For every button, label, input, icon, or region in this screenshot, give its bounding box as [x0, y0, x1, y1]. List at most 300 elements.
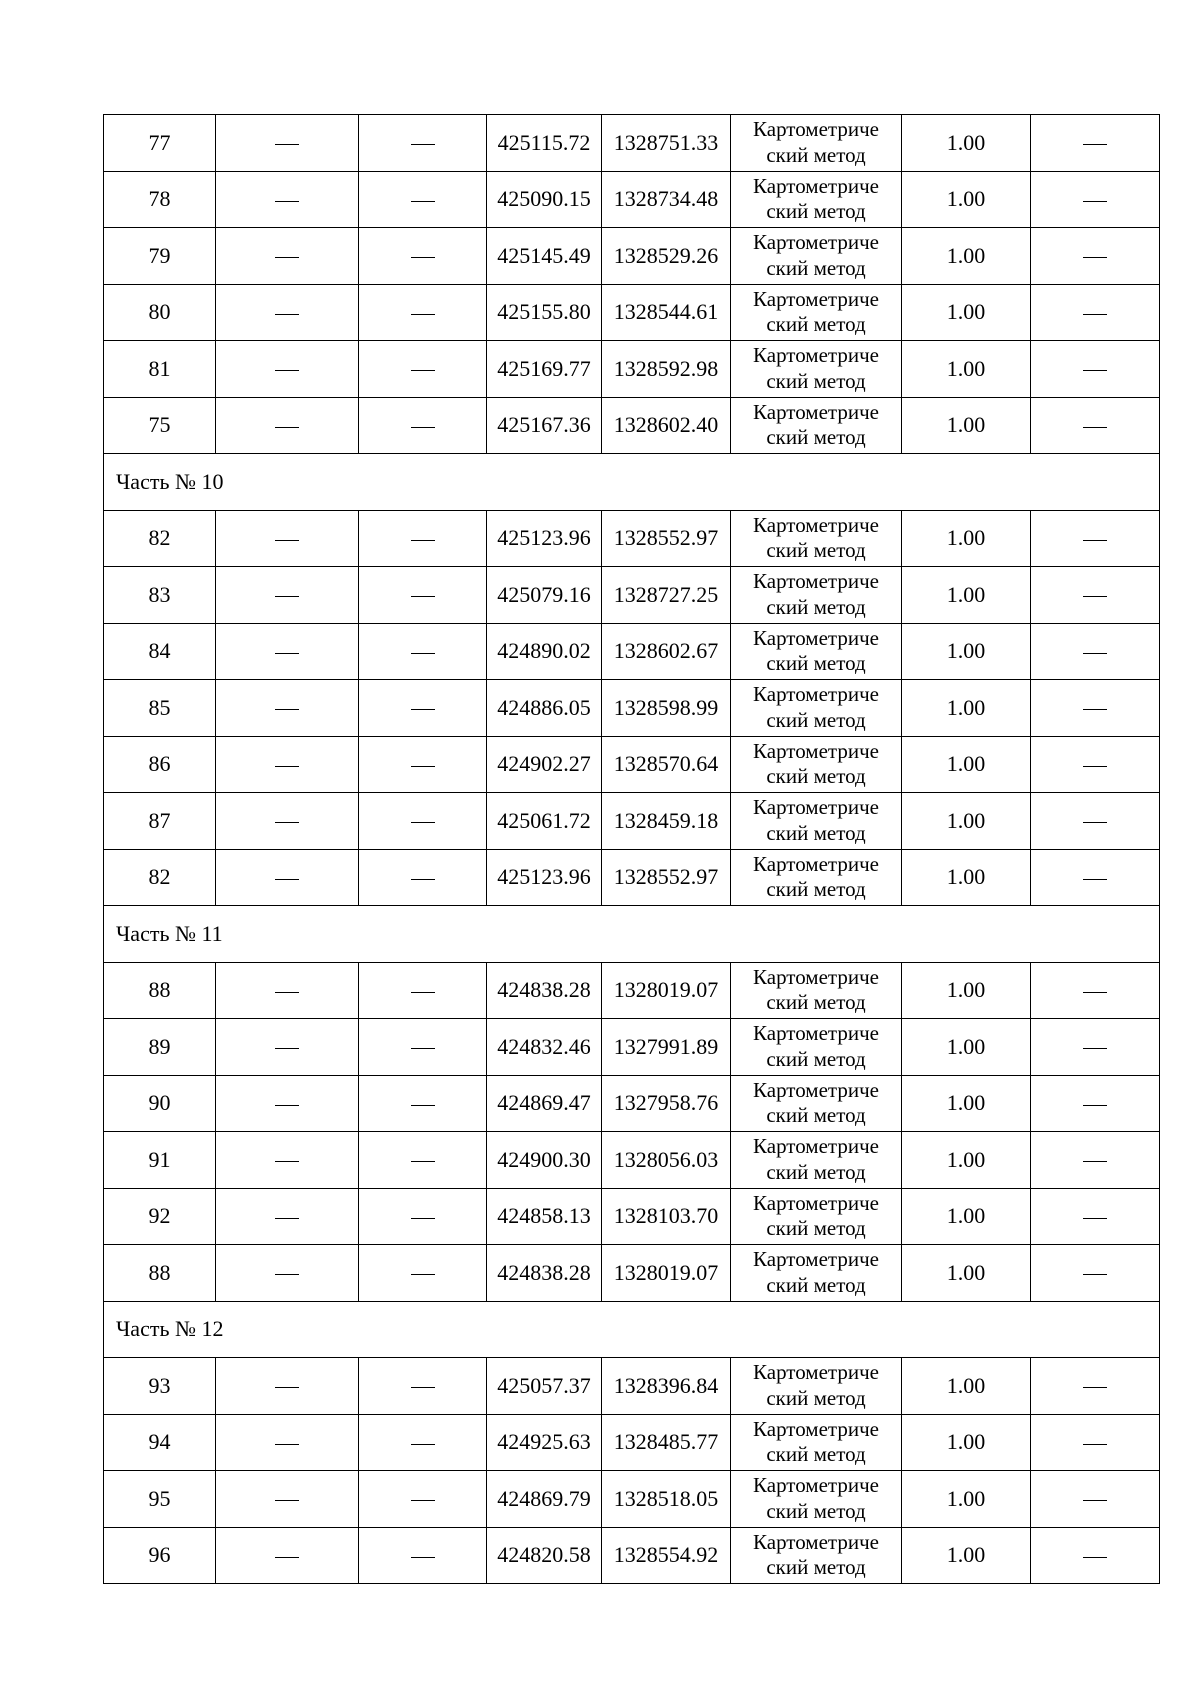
- description-cell: [1031, 1132, 1160, 1189]
- dash-icon: [275, 1105, 299, 1106]
- point-number-cell: 88: [104, 1245, 216, 1302]
- method-text-line2: ский метод: [766, 764, 866, 789]
- method-text-line2: ский метод: [766, 1442, 866, 1467]
- dash-icon: [275, 257, 299, 258]
- point-number-cell: 91: [104, 1132, 216, 1189]
- dash-icon: [411, 370, 435, 371]
- old-y-cell: [359, 284, 487, 341]
- method-text-line1: Картометриче: [753, 964, 879, 989]
- dash-icon: [1083, 1557, 1107, 1558]
- description-cell: [1031, 1358, 1160, 1415]
- old-x-cell: [216, 736, 359, 793]
- method-text-line2: ский метод: [766, 1046, 866, 1071]
- table-row: [104, 510, 1160, 567]
- section-title: Часть № 10: [104, 454, 1160, 511]
- dash-icon: [1083, 879, 1107, 880]
- table-row: [104, 1132, 1160, 1189]
- method-cell: [731, 962, 902, 1019]
- x-coordinate-cell: 425169.77: [487, 341, 602, 398]
- method-text-line2: ский метод: [766, 1216, 866, 1241]
- old-y-cell: [359, 510, 487, 567]
- dash-icon: [411, 257, 435, 258]
- x-coordinate-cell: 424858.13: [487, 1188, 602, 1245]
- method-text-line2: ский метод: [766, 594, 866, 619]
- y-coordinate-cell: 1328529.26: [602, 228, 731, 285]
- old-x-cell: [216, 1245, 359, 1302]
- method-text-line1: Картометриче: [753, 399, 879, 424]
- description-cell: [1031, 1075, 1160, 1132]
- table-row: [104, 736, 1160, 793]
- dash-icon: [275, 144, 299, 145]
- method-text-line1: Картометриче: [753, 1134, 879, 1159]
- accuracy-cell: 1.00: [902, 793, 1031, 850]
- dash-icon: [411, 653, 435, 654]
- method-cell: [731, 1245, 902, 1302]
- old-x-cell: [216, 1075, 359, 1132]
- dash-icon: [411, 1274, 435, 1275]
- old-x-cell: [216, 115, 359, 172]
- method-text-line1: Картометриче: [753, 1021, 879, 1046]
- point-number-cell: 80: [104, 284, 216, 341]
- accuracy-cell: 1.00: [902, 115, 1031, 172]
- method-text-line2: ский метод: [766, 1159, 866, 1184]
- dash-icon: [1083, 822, 1107, 823]
- accuracy-cell: 1.00: [902, 228, 1031, 285]
- method-text-line2: ский метод: [766, 1555, 866, 1580]
- accuracy-cell: 1.00: [902, 736, 1031, 793]
- method-cell: [731, 1075, 902, 1132]
- y-coordinate-cell: 1328019.07: [602, 962, 731, 1019]
- method-cell: [731, 510, 902, 567]
- dash-icon: [1083, 1105, 1107, 1106]
- description-cell: [1031, 736, 1160, 793]
- dash-icon: [275, 992, 299, 993]
- x-coordinate-cell: 424902.27: [487, 736, 602, 793]
- dash-icon: [275, 1161, 299, 1162]
- dash-icon: [275, 201, 299, 202]
- method-cell: [731, 1414, 902, 1471]
- point-number-cell: 89: [104, 1019, 216, 1076]
- section-row: [104, 1301, 1160, 1358]
- dash-icon: [1083, 1444, 1107, 1445]
- dash-icon: [1083, 1500, 1107, 1501]
- accuracy-cell: 1.00: [902, 962, 1031, 1019]
- method-cell: [731, 171, 902, 228]
- accuracy-cell: 1.00: [902, 510, 1031, 567]
- table-row: [104, 115, 1160, 172]
- dash-icon: [411, 427, 435, 428]
- method-text-line1: Картометриче: [753, 343, 879, 368]
- x-coordinate-cell: 425090.15: [487, 171, 602, 228]
- dash-icon: [275, 653, 299, 654]
- x-coordinate-cell: 424890.02: [487, 623, 602, 680]
- dash-icon: [1083, 314, 1107, 315]
- x-coordinate-cell: 425115.72: [487, 115, 602, 172]
- method-text-line1: Картометриче: [753, 569, 879, 594]
- table-row: [104, 1075, 1160, 1132]
- accuracy-cell: 1.00: [902, 567, 1031, 624]
- point-number-cell: 92: [104, 1188, 216, 1245]
- dash-icon: [275, 1048, 299, 1049]
- y-coordinate-cell: 1328734.48: [602, 171, 731, 228]
- point-number-cell: 85: [104, 680, 216, 737]
- y-coordinate-cell: 1328459.18: [602, 793, 731, 850]
- y-coordinate-cell: 1328552.97: [602, 849, 731, 906]
- old-y-cell: [359, 1414, 487, 1471]
- method-text-line1: Картометриче: [753, 1473, 879, 1498]
- y-coordinate-cell: 1328518.05: [602, 1471, 731, 1528]
- dash-icon: [1083, 596, 1107, 597]
- method-cell: [731, 228, 902, 285]
- dash-icon: [275, 766, 299, 767]
- x-coordinate-cell: 425123.96: [487, 849, 602, 906]
- dash-icon: [275, 822, 299, 823]
- old-y-cell: [359, 1075, 487, 1132]
- section-title: Часть № 12: [104, 1301, 1160, 1358]
- old-x-cell: [216, 1188, 359, 1245]
- table-row: [104, 680, 1160, 737]
- old-y-cell: [359, 1019, 487, 1076]
- accuracy-cell: 1.00: [902, 680, 1031, 737]
- dash-icon: [411, 1048, 435, 1049]
- old-y-cell: [359, 171, 487, 228]
- dash-icon: [411, 1105, 435, 1106]
- accuracy-cell: 1.00: [902, 1188, 1031, 1245]
- method-cell: [731, 397, 902, 454]
- x-coordinate-cell: 425061.72: [487, 793, 602, 850]
- dash-icon: [1083, 1274, 1107, 1275]
- x-coordinate-cell: 424900.30: [487, 1132, 602, 1189]
- dash-icon: [1083, 1387, 1107, 1388]
- old-x-cell: [216, 341, 359, 398]
- method-text-line2: ский метод: [766, 538, 866, 563]
- x-coordinate-cell: 424886.05: [487, 680, 602, 737]
- point-number-cell: 82: [104, 849, 216, 906]
- method-text-line2: ский метод: [766, 255, 866, 280]
- accuracy-cell: 1.00: [902, 1414, 1031, 1471]
- dash-icon: [411, 540, 435, 541]
- dash-icon: [1083, 257, 1107, 258]
- point-number-cell: 95: [104, 1471, 216, 1528]
- old-x-cell: [216, 228, 359, 285]
- coordinates-table: [103, 114, 1160, 1584]
- dash-icon: [411, 1500, 435, 1501]
- description-cell: [1031, 228, 1160, 285]
- description-cell: [1031, 567, 1160, 624]
- dash-icon: [275, 540, 299, 541]
- method-cell: [731, 341, 902, 398]
- dash-icon: [411, 879, 435, 880]
- point-number-cell: 94: [104, 1414, 216, 1471]
- x-coordinate-cell: 424820.58: [487, 1527, 602, 1584]
- method-cell: [731, 1132, 902, 1189]
- y-coordinate-cell: 1328751.33: [602, 115, 731, 172]
- dash-icon: [275, 1274, 299, 1275]
- old-x-cell: [216, 849, 359, 906]
- old-x-cell: [216, 397, 359, 454]
- section-row: [104, 454, 1160, 511]
- old-y-cell: [359, 228, 487, 285]
- table-row: [104, 341, 1160, 398]
- description-cell: [1031, 1471, 1160, 1528]
- dash-icon: [411, 596, 435, 597]
- old-x-cell: [216, 1019, 359, 1076]
- point-number-cell: 96: [104, 1527, 216, 1584]
- dash-icon: [1083, 370, 1107, 371]
- description-cell: [1031, 1188, 1160, 1245]
- description-cell: [1031, 1527, 1160, 1584]
- description-cell: [1031, 1245, 1160, 1302]
- accuracy-cell: 1.00: [902, 284, 1031, 341]
- description-cell: [1031, 171, 1160, 228]
- accuracy-cell: 1.00: [902, 1245, 1031, 1302]
- old-y-cell: [359, 115, 487, 172]
- old-y-cell: [359, 397, 487, 454]
- method-text-line1: Картометриче: [753, 1190, 879, 1215]
- dash-icon: [411, 1218, 435, 1219]
- accuracy-cell: 1.00: [902, 623, 1031, 680]
- table-row: [104, 793, 1160, 850]
- old-y-cell: [359, 680, 487, 737]
- y-coordinate-cell: 1328592.98: [602, 341, 731, 398]
- y-coordinate-cell: 1328103.70: [602, 1188, 731, 1245]
- old-y-cell: [359, 1132, 487, 1189]
- y-coordinate-cell: 1328570.64: [602, 736, 731, 793]
- accuracy-cell: 1.00: [902, 341, 1031, 398]
- table-row: [104, 171, 1160, 228]
- table-row: [104, 284, 1160, 341]
- dash-icon: [411, 144, 435, 145]
- description-cell: [1031, 793, 1160, 850]
- section-row: [104, 906, 1160, 963]
- table-row: [104, 623, 1160, 680]
- dash-icon: [1083, 540, 1107, 541]
- y-coordinate-cell: 1327991.89: [602, 1019, 731, 1076]
- table-row: [104, 397, 1160, 454]
- method-text-line1: Картометриче: [753, 1416, 879, 1441]
- point-number-cell: 83: [104, 567, 216, 624]
- x-coordinate-cell: 424869.79: [487, 1471, 602, 1528]
- point-number-cell: 77: [104, 115, 216, 172]
- method-cell: [731, 1358, 902, 1415]
- method-text-line2: ский метод: [766, 707, 866, 732]
- description-cell: [1031, 962, 1160, 1019]
- dash-icon: [411, 709, 435, 710]
- method-text-line2: ский метод: [766, 199, 866, 224]
- old-y-cell: [359, 623, 487, 680]
- table-row: [104, 228, 1160, 285]
- description-cell: [1031, 623, 1160, 680]
- old-y-cell: [359, 736, 487, 793]
- description-cell: [1031, 1019, 1160, 1076]
- method-text-line1: Картометриче: [753, 1360, 879, 1385]
- accuracy-cell: 1.00: [902, 1019, 1031, 1076]
- old-x-cell: [216, 1132, 359, 1189]
- method-text-line1: Картометриче: [753, 230, 879, 255]
- method-text-line2: ский метод: [766, 142, 866, 167]
- method-text-line1: Картометриче: [753, 851, 879, 876]
- y-coordinate-cell: 1328552.97: [602, 510, 731, 567]
- method-text-line2: ский метод: [766, 1272, 866, 1297]
- old-x-cell: [216, 567, 359, 624]
- method-text-line1: Картометриче: [753, 173, 879, 198]
- method-text-line1: Картометриче: [753, 625, 879, 650]
- method-cell: [731, 1471, 902, 1528]
- method-text-line1: Картометриче: [753, 512, 879, 537]
- method-text-line2: ский метод: [766, 1498, 866, 1523]
- method-cell: [731, 849, 902, 906]
- dash-icon: [1083, 201, 1107, 202]
- method-text-line2: ский метод: [766, 820, 866, 845]
- y-coordinate-cell: 1328485.77: [602, 1414, 731, 1471]
- y-coordinate-cell: 1328019.07: [602, 1245, 731, 1302]
- dash-icon: [275, 1500, 299, 1501]
- x-coordinate-cell: 425145.49: [487, 228, 602, 285]
- description-cell: [1031, 341, 1160, 398]
- table-row: [104, 1019, 1160, 1076]
- method-cell: [731, 1019, 902, 1076]
- x-coordinate-cell: 425155.80: [487, 284, 602, 341]
- description-cell: [1031, 1414, 1160, 1471]
- old-y-cell: [359, 1358, 487, 1415]
- method-text-line1: Картометриче: [753, 117, 879, 142]
- method-cell: [731, 623, 902, 680]
- y-coordinate-cell: 1328598.99: [602, 680, 731, 737]
- x-coordinate-cell: 424925.63: [487, 1414, 602, 1471]
- accuracy-cell: 1.00: [902, 849, 1031, 906]
- method-cell: [731, 284, 902, 341]
- method-text-line2: ский метод: [766, 368, 866, 393]
- x-coordinate-cell: 425123.96: [487, 510, 602, 567]
- method-text-line1: Картометриче: [753, 1247, 879, 1272]
- dash-icon: [411, 1161, 435, 1162]
- dash-icon: [411, 992, 435, 993]
- dash-icon: [275, 1557, 299, 1558]
- old-y-cell: [359, 793, 487, 850]
- point-number-cell: 86: [104, 736, 216, 793]
- dash-icon: [275, 1218, 299, 1219]
- method-text-line1: Картометриче: [753, 738, 879, 763]
- table-row: [104, 1188, 1160, 1245]
- section-title: Часть № 11: [104, 906, 1160, 963]
- dash-icon: [1083, 766, 1107, 767]
- old-x-cell: [216, 171, 359, 228]
- table-row: [104, 567, 1160, 624]
- method-cell: [731, 736, 902, 793]
- dash-icon: [1083, 992, 1107, 993]
- x-coordinate-cell: 424832.46: [487, 1019, 602, 1076]
- y-coordinate-cell: 1328056.03: [602, 1132, 731, 1189]
- method-text-line2: ский метод: [766, 312, 866, 337]
- x-coordinate-cell: 425167.36: [487, 397, 602, 454]
- dash-icon: [1083, 1161, 1107, 1162]
- old-x-cell: [216, 1471, 359, 1528]
- y-coordinate-cell: 1328602.67: [602, 623, 731, 680]
- method-text-line2: ский метод: [766, 990, 866, 1015]
- table-row: [104, 849, 1160, 906]
- dash-icon: [411, 766, 435, 767]
- method-text-line2: ский метод: [766, 651, 866, 676]
- dash-icon: [1083, 144, 1107, 145]
- method-cell: [731, 567, 902, 624]
- old-y-cell: [359, 962, 487, 1019]
- x-coordinate-cell: 424869.47: [487, 1075, 602, 1132]
- method-text-line2: ский метод: [766, 1385, 866, 1410]
- old-x-cell: [216, 680, 359, 737]
- table-row: [104, 1527, 1160, 1584]
- old-x-cell: [216, 793, 359, 850]
- dash-icon: [1083, 1218, 1107, 1219]
- old-x-cell: [216, 1527, 359, 1584]
- dash-icon: [275, 370, 299, 371]
- point-number-cell: 75: [104, 397, 216, 454]
- method-cell: [731, 680, 902, 737]
- y-coordinate-cell: 1328727.25: [602, 567, 731, 624]
- description-cell: [1031, 115, 1160, 172]
- point-number-cell: 93: [104, 1358, 216, 1415]
- y-coordinate-cell: 1328554.92: [602, 1527, 731, 1584]
- method-text-line2: ский метод: [766, 425, 866, 450]
- dash-icon: [275, 1444, 299, 1445]
- dash-icon: [275, 596, 299, 597]
- dash-icon: [411, 1387, 435, 1388]
- method-cell: [731, 793, 902, 850]
- old-x-cell: [216, 1414, 359, 1471]
- accuracy-cell: 1.00: [902, 1527, 1031, 1584]
- y-coordinate-cell: 1328396.84: [602, 1358, 731, 1415]
- table-row: [104, 1358, 1160, 1415]
- old-y-cell: [359, 341, 487, 398]
- table-row: [104, 962, 1160, 1019]
- y-coordinate-cell: 1327958.76: [602, 1075, 731, 1132]
- point-number-cell: 79: [104, 228, 216, 285]
- method-text-line1: Картометриче: [753, 286, 879, 311]
- method-text-line1: Картометриче: [753, 682, 879, 707]
- method-text-line2: ский метод: [766, 877, 866, 902]
- dash-icon: [1083, 653, 1107, 654]
- old-y-cell: [359, 1471, 487, 1528]
- point-number-cell: 90: [104, 1075, 216, 1132]
- old-x-cell: [216, 284, 359, 341]
- method-cell: [731, 1527, 902, 1584]
- accuracy-cell: 1.00: [902, 1358, 1031, 1415]
- x-coordinate-cell: 425079.16: [487, 567, 602, 624]
- old-x-cell: [216, 1358, 359, 1415]
- method-text-line1: Картометриче: [753, 1529, 879, 1554]
- dash-icon: [411, 1444, 435, 1445]
- point-number-cell: 84: [104, 623, 216, 680]
- method-text-line1: Картометриче: [753, 1077, 879, 1102]
- point-number-cell: 88: [104, 962, 216, 1019]
- method-text-line2: ский метод: [766, 1103, 866, 1128]
- old-x-cell: [216, 962, 359, 1019]
- dash-icon: [1083, 1048, 1107, 1049]
- y-coordinate-cell: 1328544.61: [602, 284, 731, 341]
- method-text-line1: Картометриче: [753, 795, 879, 820]
- point-number-cell: 81: [104, 341, 216, 398]
- description-cell: [1031, 284, 1160, 341]
- method-cell: [731, 115, 902, 172]
- dash-icon: [411, 201, 435, 202]
- description-cell: [1031, 680, 1160, 737]
- x-coordinate-cell: 424838.28: [487, 1245, 602, 1302]
- dash-icon: [1083, 709, 1107, 710]
- table-row: [104, 1245, 1160, 1302]
- dash-icon: [411, 822, 435, 823]
- y-coordinate-cell: 1328602.40: [602, 397, 731, 454]
- dash-icon: [275, 879, 299, 880]
- dash-icon: [275, 314, 299, 315]
